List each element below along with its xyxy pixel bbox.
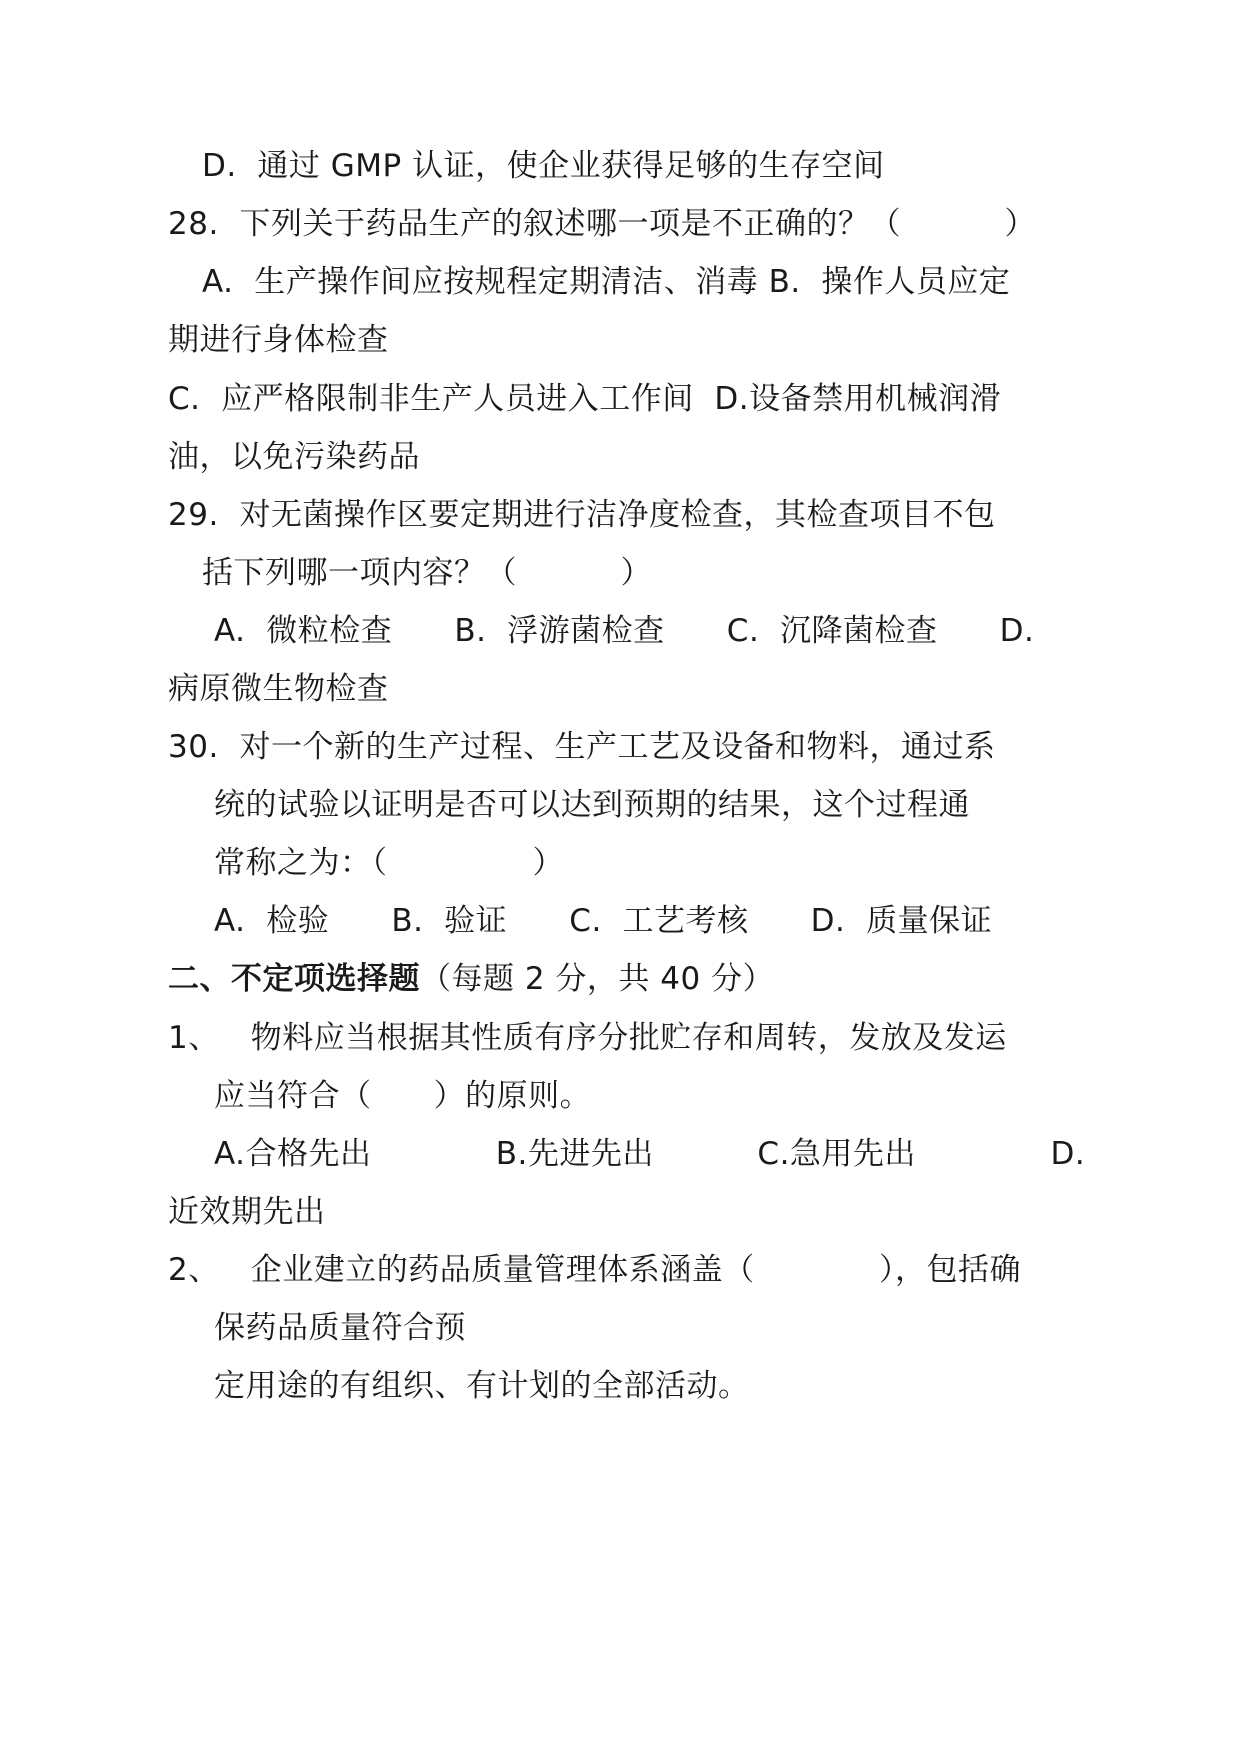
q27-option-d: D. 通过 GMP 认证，使企业获得足够的生存空间 [202,148,885,184]
section-2-title: 二、不定项选择题 [168,961,420,997]
q28-options-ab: A. 生产操作间应按规程定期清洁、消毒 B. 操作人员应定 [202,264,1011,300]
q30-stem-cont1: 统的试验以证明是否可以达到预期的结果，这个过程通 [214,787,970,823]
section-2-note: （每题 2 分，共 40 分） [420,961,775,997]
m1-stem-cont: 应当符合（ ）的原则。 [214,1078,592,1114]
q28-options-cd: C. 应严格限制非生产人员进入工作间 D.设备禁用机械润滑 [168,381,1002,417]
m1-stem: 1、 物料应当根据其性质有序分批贮存和周转，发放及发运 [168,1020,1007,1056]
m1-options-cont: 近效期先出 [168,1194,326,1230]
q30-stem-cont2: 常称之为：（ ） [214,845,564,881]
m2-stem-cont1: 保药品质量符合预 [214,1310,466,1346]
q30-stem: 30. 对一个新的生产过程、生产工艺及设备和物料，通过系 [168,729,996,765]
q28-options-cd-cont: 油，以免污染药品 [168,439,420,475]
section-2-heading [168,959,774,999]
q29-stem: 29. 对无菌操作区要定期进行洁净度检查，其检查项目不包 [168,497,996,533]
q28-stem: 28. 下列关于药品生产的叙述哪一项是不正确的？（ ） [168,206,1037,242]
q29-stem-cont: 括下列哪一项内容？（ ） [202,555,653,591]
m1-options: A.合格先出 B.先进先出 C.急用先出 D. [214,1136,1086,1172]
m2-stem: 2、 企业建立的药品质量管理体系涵盖（ ），包括确 [168,1252,1022,1288]
m2-stem-cont2: 定用途的有组织、有计划的全部活动。 [214,1368,750,1404]
q28-options-ab-cont: 期进行身体检查 [168,322,389,358]
q29-options-cont: 病原微生物检查 [168,671,389,707]
q29-options: A. 微粒检查 B. 浮游菌检查 C. 沉降菌检查 D. [214,613,1035,649]
q30-options: A. 检验 B. 验证 C. 工艺考核 D. 质量保证 [214,903,993,939]
